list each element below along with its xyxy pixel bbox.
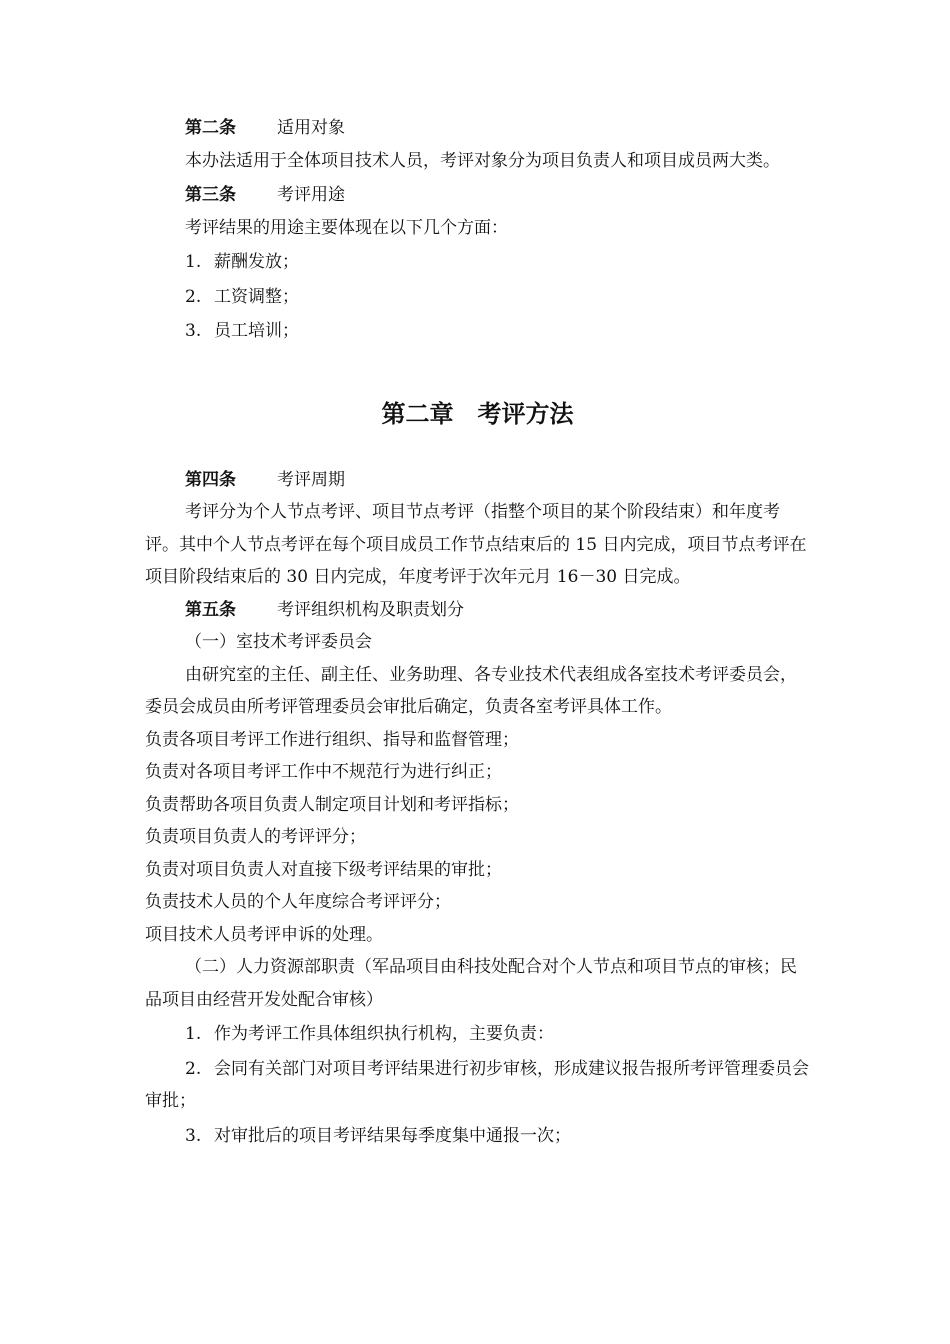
article-5-label: 第五条 (185, 599, 236, 620)
chapter-2-title (145, 394, 810, 434)
article-4-heading (145, 464, 810, 497)
duty-item: 项目技术人员考评申诉的处理。 (145, 924, 383, 945)
duty-item: 负责各项目考评工作进行组织、指导和监督管理； (145, 729, 519, 750)
list-item: 2. 会同有关部门对项目考评结果进行初步审核，形成建议报告报所考评管理委员会审批； (145, 1058, 809, 1111)
list-item: 2. 工资调整； (185, 286, 299, 307)
duty-item: 负责对各项目考评工作中不规范行为进行纠正； (145, 762, 502, 782)
document-page (145, 112, 810, 1152)
article-5-heading (145, 594, 810, 627)
article-4-title: 考评周期 (277, 469, 345, 490)
duty-item: 负责帮助各项目负责人制定项目计划和考评指标； (145, 794, 519, 815)
article-5-title: 考评组织机构及职责划分 (277, 599, 464, 620)
list-item: 3. 对审批后的项目考评结果每季度集中通报一次； (185, 1125, 571, 1146)
article-5-sub2-title: （二）人力资源部职责（军品项目由科技处配合对个人节点和项目节点的审核；民品项目由经营开发处配合审核） (145, 957, 797, 1010)
list-item: 1. 薪酬发放； (185, 252, 299, 272)
article-2-body: 本办法适用于全体项目技术人员，考评对象分为项目负责人和项目成员两大类。 (185, 150, 780, 171)
article-5-sub1-body: 由研究室的主任、副主任、业务助理、各专业技术代表组成各室技术考评委员会，委员会成员由所考评管理委员会审批后确定，负责各室考评具体工作。 (145, 664, 797, 717)
article-2-title: 适用对象 (277, 118, 345, 138)
list-item: 3. 员工培训； (185, 321, 299, 341)
article-4-label: 第四条 (185, 469, 236, 490)
article-3-heading (145, 179, 810, 212)
article-3-title: 考评用途 (277, 185, 345, 205)
chapter-2-name: 考评方法 (477, 398, 574, 428)
duty-item: 负责技术人员的个人年度综合考评评分； (145, 892, 451, 912)
article-2-heading (145, 112, 810, 145)
article-4-body: 考评分为个人节点考评、项目节点考评（指整个项目的某个阶段结束）和年度考评。其中个人节点考评在每个项目成员工作节点结束后的 15 日内完成，项目节点考评在项目阶段结束后的 30 日内完成，年度考评于次年元月 16－30 日完成。 (145, 502, 807, 587)
article-3-intro: 考评结果的用途主要体现在以下几个方面： (185, 217, 508, 238)
duty-item: 负责对项目负责人对直接下级考评结果的审批； (145, 859, 502, 880)
list-item: 1. 作为考评工作具体组织执行机构，主要负责： (185, 1024, 554, 1044)
article-3-label: 第三条 (185, 185, 236, 205)
duty-item: 负责项目负责人的考评评分； (145, 827, 366, 847)
chapter-2-label: 第二章 (381, 398, 454, 428)
article-5-sub1-title: （一）室技术考评委员会 (185, 632, 372, 652)
article-2-label: 第二条 (185, 118, 236, 138)
